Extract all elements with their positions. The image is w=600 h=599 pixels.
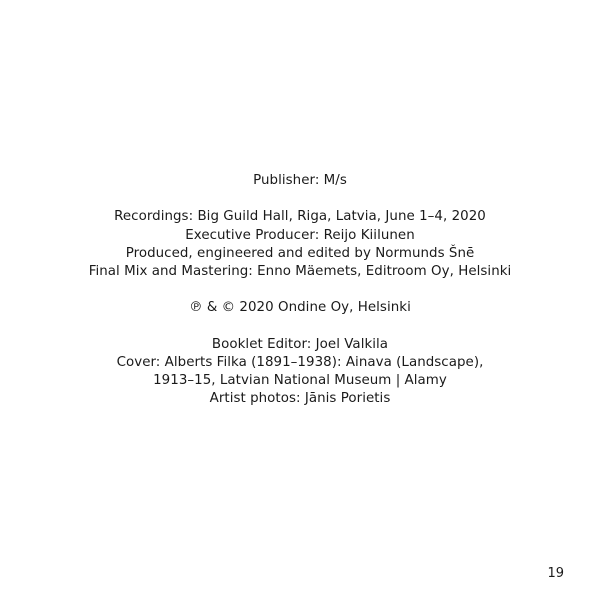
executive-producer-line: Executive Producer: Reijo Kiilunen bbox=[185, 227, 415, 243]
cover-line-1: Cover: Alberts Filka (1891–1938): Ainava (Landscape), bbox=[116, 354, 484, 370]
publisher-block bbox=[0, 172, 600, 190]
recording-credits-block bbox=[0, 208, 600, 281]
page-number: 19 bbox=[547, 566, 564, 581]
booklet-editor-line: Booklet Editor: Joel Valkila bbox=[211, 336, 389, 352]
producer-line: Produced, engineered and edited by Normunds Šnē bbox=[125, 245, 475, 261]
publisher-line: Publisher: M/s bbox=[253, 173, 347, 188]
copyright-block bbox=[0, 299, 600, 317]
copyright-line: ℗ & © 2020 Ondine Oy, Helsinki bbox=[189, 300, 411, 316]
final-mix-line: Final Mix and Mastering: Enno Mäemets, Editroom Oy, Helsinki bbox=[88, 264, 512, 279]
booklet-credits-block bbox=[0, 336, 600, 409]
credits-text bbox=[0, 172, 600, 409]
artist-photos-line: Artist photos: Jānis Porietis bbox=[209, 391, 391, 407]
cover-line-2: 1913–15, Latvian National Museum | Alamy bbox=[153, 373, 447, 389]
recordings-line: Recordings: Big Guild Hall, Riga, Latvia, June 1–4, 2020 bbox=[114, 209, 486, 225]
